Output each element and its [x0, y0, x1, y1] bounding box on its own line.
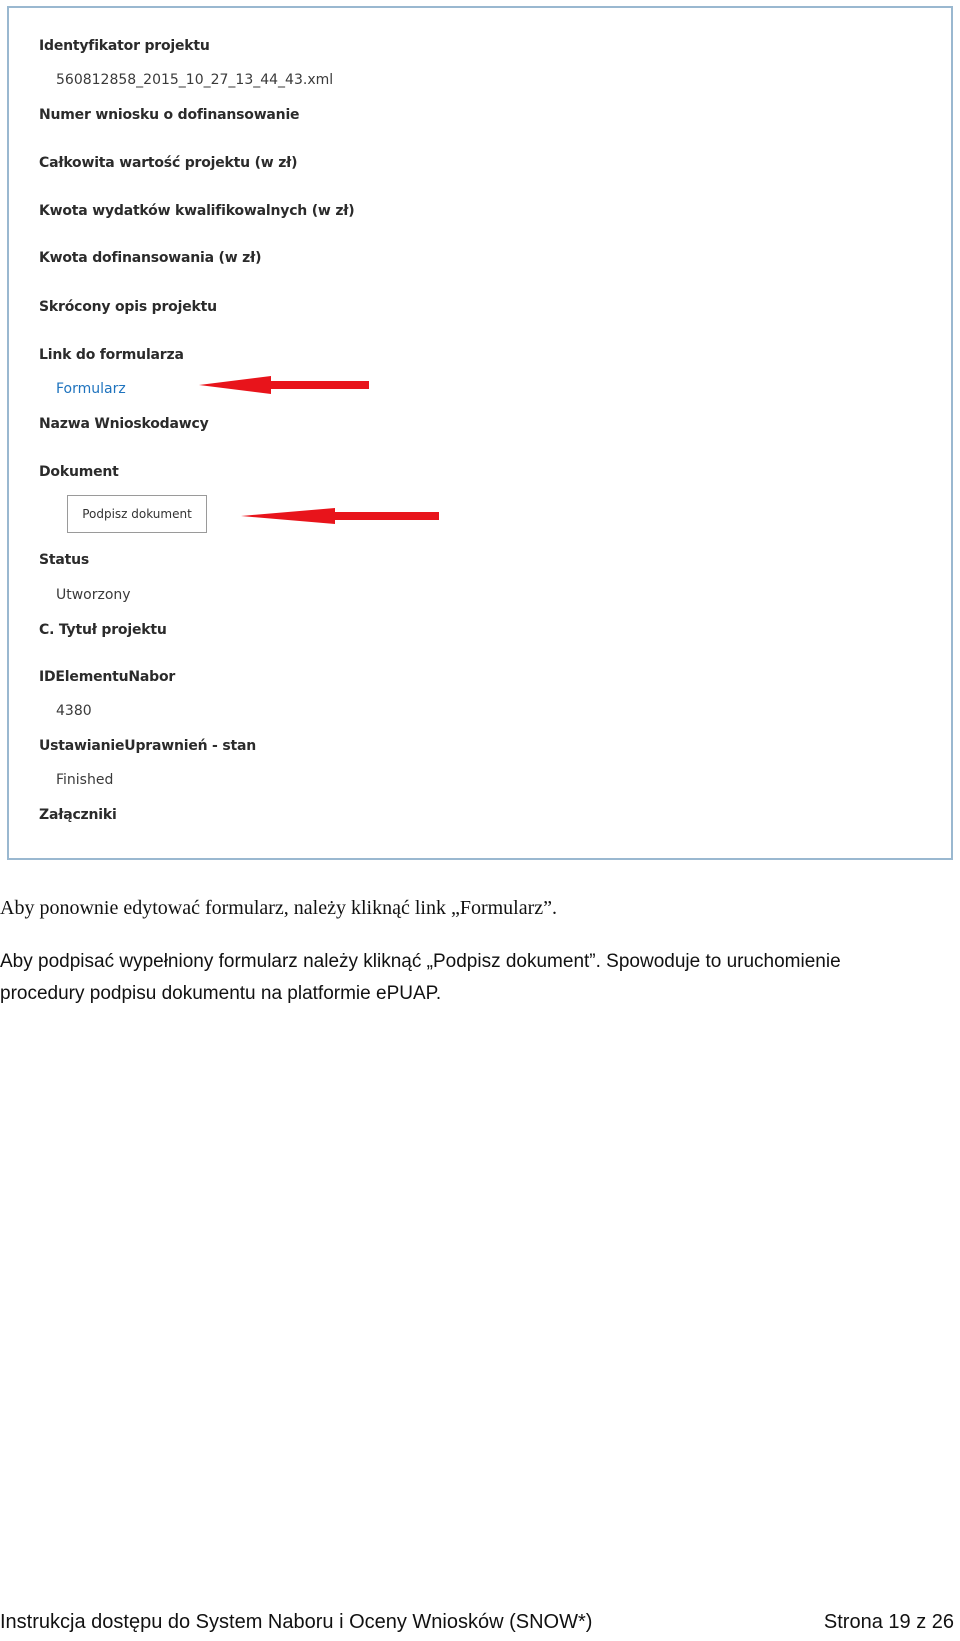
field-label-call-element-id: IDElementuNabor [39, 669, 176, 685]
paragraph-edit-form: Aby ponownie edytować formularz, należy kliknąć link „Formularz”. [0, 897, 558, 919]
field-label-project-title: C. Tytuł projektu [39, 622, 167, 638]
field-label-status: Status [39, 552, 90, 568]
red-arrow-icon [241, 506, 441, 526]
paragraph-sign-document [0, 946, 958, 1010]
field-value-status: Utworzony [56, 587, 131, 603]
form-link[interactable]: Formularz [56, 381, 126, 397]
field-label-permissions-state: UstawianieUprawnień - stan [39, 738, 256, 754]
paragraph-sign-document-line-2: procedury podpisu dokumentu na platformie ePUAP. [0, 983, 442, 1004]
form-screenshot-frame [7, 6, 953, 860]
field-label-funding-amount: Kwota dofinansowania (w zł) [39, 250, 262, 266]
field-label-form-link: Link do formularza [39, 347, 184, 363]
paragraph-sign-document-line-1: Aby podpisać wypełniony formularz należy kliknąć „Podpisz dokument”. Spowoduje to uruchomienie [0, 951, 841, 972]
field-value-project-id: 560812858_2015_10_27_13_44_43.xml [56, 72, 334, 88]
field-value-permissions-state: Finished [56, 772, 114, 788]
red-arrow-icon [199, 374, 371, 396]
field-label-short-description: Skrócony opis projektu [39, 299, 217, 315]
field-label-total-value: Całkowita wartość projektu (w zł) [39, 155, 298, 171]
footer-page-number: Strona 19 z 26 [823, 1611, 954, 1633]
field-label-eligible-costs: Kwota wydatków kwalifikowalnych (w zł) [39, 203, 355, 219]
field-label-document: Dokument [39, 464, 119, 480]
field-label-applicant-name: Nazwa Wnioskodawcy [39, 416, 209, 432]
field-label-project-id: Identyfikator projektu [39, 38, 210, 54]
footer-document-title: Instrukcja dostępu do System Naboru i Oceny Wniosków (SNOW*) [0, 1611, 593, 1633]
field-value-call-element-id: 4380 [56, 703, 92, 719]
field-label-attachments: Załączniki [39, 807, 117, 823]
sign-document-button[interactable]: Podpisz dokument [67, 495, 207, 533]
field-label-application-number: Numer wniosku o dofinansowanie [39, 107, 300, 123]
